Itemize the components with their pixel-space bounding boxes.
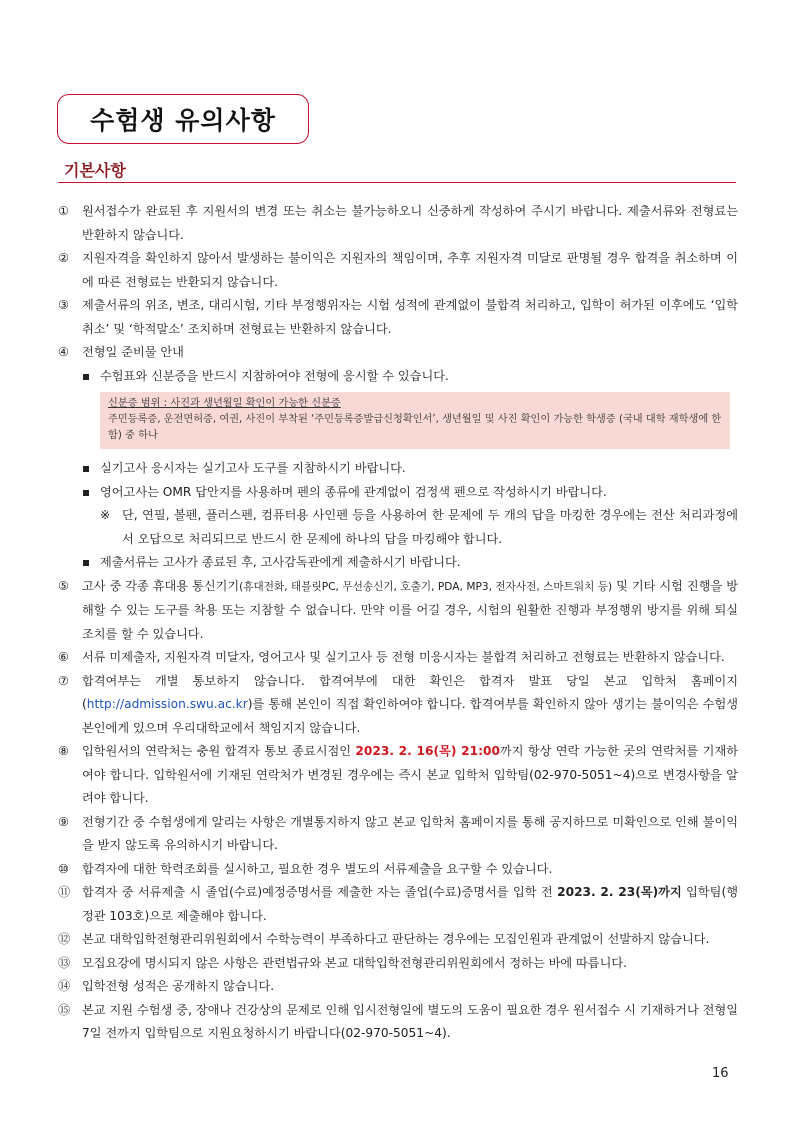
square-bullet-icon <box>83 560 89 566</box>
submission-deadline: 2023. 2. 23(목)까지 <box>557 885 682 899</box>
notice-item-3: ③ 제출서류의 위조, 변조, 대리시험, 기타 부정행위자는 시험 성적에 관계없이 불합격 처리하고, 입학이 허가된 이후에도 ‘입학취소’ 및 ‘학적말소’ 조치하며 전형료는 반환하지 않습니다. <box>58 298 738 336</box>
admission-link[interactable]: http://admission.swu.ac.kr <box>86 697 248 711</box>
square-bullet-icon <box>83 490 89 496</box>
notice-item-8: ⑧ 입학원서의 연락처는 충원 합격자 통보 종료시점인 2023. 2. 16(목) 21:00까지 항상 연락 가능한 곳의 연락처를 기재하여야 합니다. 입학원서에 기재된 연락처가 변경된 경우에는 즉시 본교 입학처 입학팀(02-970-5051~4)으로 변경사항을 알려야 합니다. <box>58 744 738 805</box>
notice-item-4: ④ 전형일 준비물 안내 <box>58 345 184 359</box>
square-bullet-icon <box>83 466 89 472</box>
prep-bullet-2: 실기고사 응시자는 실기고사 도구를 지참하시기 바랍니다. <box>58 457 738 481</box>
id-range-box <box>100 392 730 449</box>
notice-item-1: ① 원서접수가 완료된 후 지원서의 변경 또는 취소는 불가능하오니 신중하게 작성하여 주시기 바랍니다. 제출서류와 전형료는 반환하지 않습니다. <box>58 204 738 242</box>
square-bullet-icon <box>83 374 89 380</box>
notice-item-10: ⑩ 합격자에 대한 학력조회를 실시하고, 필요한 경우 별도의 서류제출을 요구할 수 있습니다. <box>58 861 553 876</box>
prep-bullet-4: 제출서류는 고사가 종료된 후, 고사감독관에게 제출하시기 바랍니다. <box>58 551 738 575</box>
notice-item-11: ⑪ 합격자 중 서류제출 시 졸업(수료)예정증명서를 제출한 자는 졸업(수료)증명서를 입학 전 2023. 2. 23(목)까지 입학팀(행정관 103호)으로 제출해야 합니다. <box>58 885 738 923</box>
notice-item-6: ⑥ 서류 미제출자, 지원자격 미달자, 영어고사 및 실기고사 등 전형 미응시자는 불합격 처리하고 전형료는 반환하지 않습니다. <box>58 650 725 664</box>
section-title: 기본사항 <box>64 161 126 180</box>
notice-item-7: ⑦ 합격여부는 개별 통보하지 않습니다. 합격여부에 대한 확인은 합격자 발표 당일 본교 입학처 홈페이지 (http://admission.swu.ac.kr)를 통해 본인이 직접 확인하여야 합니다. 합격여부를 확인하지 않아 생기는 불이익은 수험생 본인에게 있으며 우리대학교에서 책임지지 않습니다. <box>58 673 738 735</box>
notice-item-2: ② 지원자격을 확인하지 않아서 발생하는 불이익은 지원자의 책임이며, 추후 지원자격 미달로 판명될 경우 합격을 취소하며 이에 따른 전형료는 반환되지 않습니다. <box>58 251 738 289</box>
notice-item-5: ⑤ 고사 중 각종 휴대용 통신기기(휴대전화, 태블릿PC, 무선송신기, 호출기, PDA, MP3, 전자사전, 스마트워치 등) 및 기타 시험 진행을 방해할 수 있는 도구를 착용 또는 지참할 수 없습니다. 만약 이를 어길 경우, 시험의 원활한 진행과 부정행위 방지를 위해 퇴실조치를 할 수 있습니다. <box>58 578 738 641</box>
id-range-heading: 신분증 범위 : 사진과 생년월일 확인이 가능한 신분증 <box>108 398 341 409</box>
omr-note: ※ 단, 연필, 볼펜, 플러스펜, 컴퓨터용 사인펜 등을 사용하여 한 문제에 두 개의 답을 마킹한 경우에는 전산 처리과정에서 오답으로 처리되므로 반드시 한 문제에 하나의 답을 마킹해야 합니다. <box>58 504 738 551</box>
note-mark-icon: ※ <box>100 508 111 522</box>
page-title-box <box>57 94 309 144</box>
page-number: 16 <box>712 1066 729 1081</box>
deadline-date: 2023. 2. 16(목) 21:00 <box>355 744 500 758</box>
prep-bullet-1: 수험표와 신분증을 반드시 지참하여야 전형에 응시할 수 있습니다. <box>58 365 738 389</box>
notice-item-15: ⑮ 본교 지원 수험생 중, 장애나 건강상의 문제로 인해 입시전형일에 별도의 도움이 필요한 경우 원서접수 시 기재하거나 전형일 7일 전까지 입학팀으로 지원요청하시기 바랍니다(02-970-5051~4). <box>58 1002 738 1040</box>
notice-body <box>58 200 738 1046</box>
notice-item-14: ⑭ 입학전형 성적은 공개하지 않습니다. <box>58 979 275 993</box>
notice-item-12: ⑫ 본교 대학입학전형관리위원회에서 수학능력이 부족하다고 판단하는 경우에는 모집인원과 관계없이 선발하지 않습니다. <box>58 932 710 946</box>
page-title: 수험생 유의사항 <box>90 106 276 135</box>
section-divider <box>58 182 736 183</box>
id-range-text: 주민등록증, 운전면허증, 여권, 사진이 부착된 ‘주민등록증발급신청확인서’, 생년월일 및 사진 확인이 가능한 학생증 (국내 대학 재학생에 한함) 중 하나 <box>108 414 722 441</box>
prep-bullet-3: 영어고사는 OMR 답안지를 사용하며 펜의 종류에 관계없이 검정색 펜으로 작성하시기 바랍니다. <box>58 481 738 505</box>
notice-item-13: ⑬ 모집요강에 명시되지 않은 사항은 관련법규와 본교 대학입학전형관리위원회에서 정하는 바에 따릅니다. <box>58 955 627 970</box>
notice-item-9: ⑨ 전형기간 중 수험생에게 알리는 사항은 개별통지하지 않고 본교 입학처 홈페이지를 통해 공지하므로 미확인으로 인해 불이익을 받지 않도록 유의하시기 바랍니다. <box>58 814 738 852</box>
